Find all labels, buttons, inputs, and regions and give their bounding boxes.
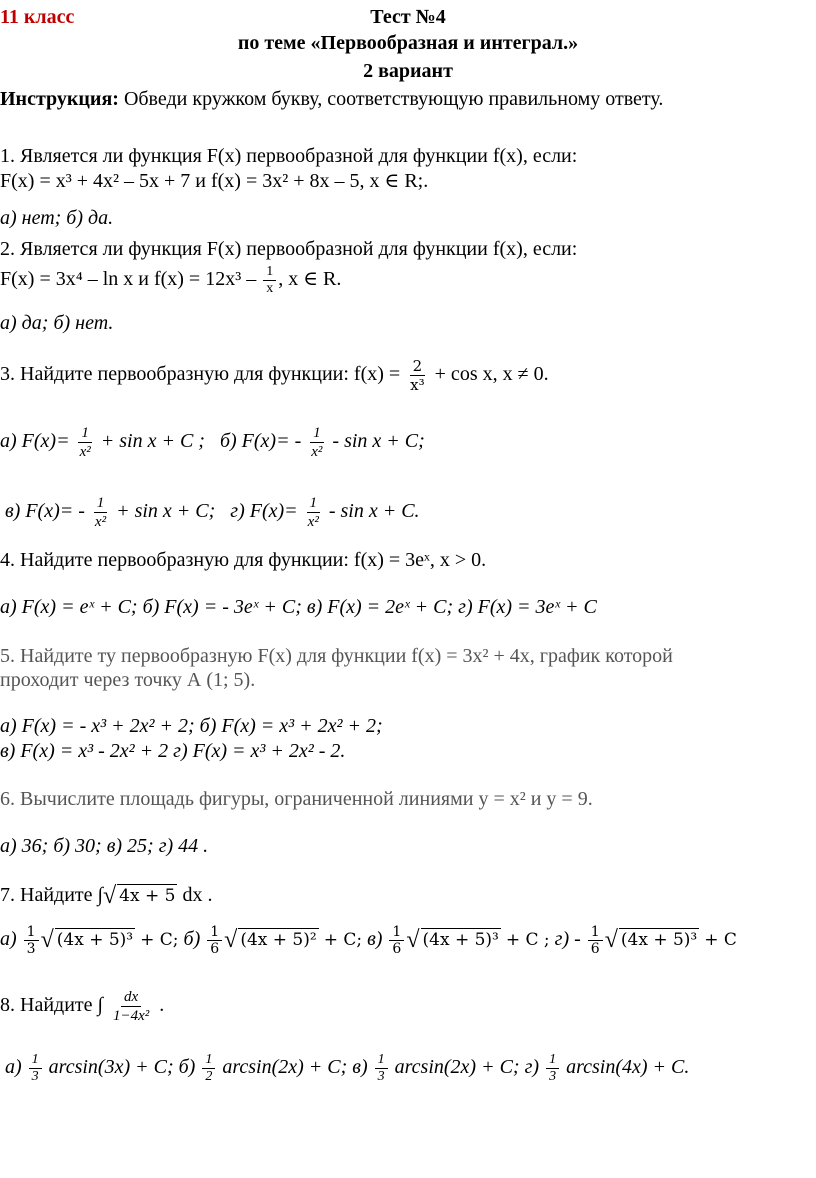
q3-answers-row1 bbox=[0, 424, 425, 461]
q8-c-label: в) bbox=[352, 1056, 368, 1079]
sqrt-icon: √ bbox=[40, 927, 54, 954]
q1-answers: а) нет; б) да. bbox=[0, 207, 114, 229]
q7-a-coef-den: 3 bbox=[26, 941, 36, 957]
q3-answers-row2 bbox=[0, 494, 420, 531]
q3-d-num: 1 bbox=[307, 494, 321, 513]
q7-question bbox=[0, 883, 212, 907]
q3-d-label: г) F(x)= bbox=[230, 500, 298, 523]
q3-c-rest: + sin x + C; bbox=[116, 500, 216, 523]
q3-frac-num: 2 bbox=[410, 357, 426, 376]
q7-d-radicand: (4x + 5)³ bbox=[620, 930, 698, 951]
q7-d-coef-den: 6 bbox=[590, 941, 600, 957]
q8-b-label: б) bbox=[178, 1056, 196, 1079]
q7-question-right: dx . bbox=[177, 884, 213, 906]
q6-question: 6. Вычислите площадь фигуры, ограниченной линиями y = x² и y = 9. bbox=[0, 788, 593, 810]
q8-b-coef-den: 2 bbox=[205, 1069, 213, 1084]
q5-answers-line1: а) F(x) = - x³ + 2x² + 2; б) F(x) = x³ + 2x² + 2; bbox=[0, 715, 383, 737]
q3-a-label: а) F(x)= bbox=[0, 430, 70, 453]
q1-question: 1. Является ли функция F(x) первообразной для функции f(x), если: bbox=[0, 145, 578, 167]
q1-condition: F(x) = x³ + 4x² – 5x + 7 и f(x) = 3x² + 8x – 5, x ∈ R;. bbox=[0, 170, 429, 192]
q7-a-rest: + C; bbox=[140, 930, 179, 951]
q3-b-rest: - sin x + C; bbox=[332, 430, 425, 453]
q7-a-label: а) bbox=[0, 928, 17, 951]
q7-radicand: 4x + 5 bbox=[119, 886, 176, 906]
q3-b-den: x² bbox=[311, 444, 323, 460]
instruction bbox=[0, 88, 663, 110]
q8-b-coef bbox=[202, 1052, 215, 1085]
q4-answers: а) F(x) = eˣ + C; б) F(x) = - 3eˣ + C; в) F(x) = 2eˣ + C; г) F(x) = 3eˣ + C bbox=[0, 596, 597, 618]
sqrt-icon: √ bbox=[224, 927, 238, 954]
q3-question-left: 3. Найдите первообразную для функции: f(x) = bbox=[0, 363, 401, 386]
grade-label: 11 класс bbox=[0, 6, 75, 28]
q8-b-expr: arcsin(2x) + C; bbox=[222, 1056, 348, 1079]
variant-label: 2 вариант bbox=[363, 60, 453, 82]
q3-b-num: 1 bbox=[310, 424, 324, 443]
q7-b-rest: + C; bbox=[323, 930, 363, 951]
q8-a-expr: arcsin(3x) + C; bbox=[48, 1056, 174, 1079]
q8-question-right: . bbox=[154, 994, 165, 1017]
q5-question-line1: 5. Найдите ту первообразную F(x) для функции f(x) = 3x² + 4x, график которой bbox=[0, 645, 673, 667]
q8-frac-num: dx bbox=[121, 988, 141, 1007]
q8-d-expr: arcsin(4x) + C. bbox=[566, 1056, 690, 1079]
q7-c-coef bbox=[389, 924, 404, 957]
instruction-text: Обведи кружком букву, соответствующую правильному ответу. bbox=[118, 88, 664, 110]
test-topic: по теме «Первообразная и интеграл.» bbox=[237, 32, 579, 54]
q3-c-label: в) F(x)= - bbox=[5, 500, 85, 523]
q8-a-coef bbox=[29, 1052, 42, 1085]
q3-frac-den: x³ bbox=[410, 376, 425, 394]
q7-a-radicand: (4x + 5)³ bbox=[56, 930, 134, 951]
q7-b-coef bbox=[207, 924, 222, 957]
q8-a-coef-num: 1 bbox=[29, 1052, 42, 1069]
q7-d-rest: + C bbox=[704, 930, 737, 951]
q3-a-den: x² bbox=[79, 444, 91, 460]
q2-frac-den: x bbox=[266, 281, 274, 296]
q6-answers: а) 36; б) 30; в) 25; г) 44 . bbox=[0, 835, 209, 857]
q8-c-coef bbox=[375, 1052, 388, 1085]
q7-c-radicand: (4x + 5)³ bbox=[422, 930, 499, 951]
q7-b-radicand: (4x + 5)² bbox=[240, 930, 317, 951]
q7-c-coef-den: 6 bbox=[392, 941, 402, 957]
q7-c-label: в) bbox=[367, 928, 383, 951]
q7-c-coef-num: 1 bbox=[389, 924, 404, 941]
q2-cond-left: F(x) = 3x⁴ – ln x и f(x) = 12x³ – bbox=[0, 268, 257, 291]
q3-b-fraction bbox=[308, 424, 325, 461]
q5-answers-line2: в) F(x) = x³ - 2x² + 2 г) F(x) = x³ + 2x² - 2. bbox=[0, 740, 346, 762]
q7-b-label: б) bbox=[183, 928, 201, 951]
q3-a-num: 1 bbox=[78, 424, 92, 443]
q3-c-num: 1 bbox=[94, 494, 108, 513]
q8-d-label: г) bbox=[524, 1056, 540, 1079]
q3-c-fraction bbox=[92, 494, 109, 531]
instruction-label: Инструкция: bbox=[0, 88, 119, 110]
sqrt-icon: √ bbox=[604, 927, 618, 954]
q3-a-fraction bbox=[77, 424, 94, 461]
q2-condition bbox=[0, 264, 341, 297]
q8-d-coef-den: 3 bbox=[549, 1069, 557, 1084]
q4-question: 4. Найдите первообразную для функции: f(x) = 3eˣ, x > 0. bbox=[0, 549, 487, 571]
sqrt-icon: √ bbox=[103, 883, 117, 909]
q8-a-label: а) bbox=[5, 1056, 22, 1079]
q8-c-coef-num: 1 bbox=[375, 1052, 388, 1069]
q3-d-rest: - sin x + C. bbox=[328, 500, 420, 523]
q2-cond-right: , x ∈ R. bbox=[278, 268, 342, 291]
q8-b-coef-num: 1 bbox=[202, 1052, 215, 1069]
q7-b-coef-num: 1 bbox=[207, 924, 222, 941]
q8-a-coef-den: 3 bbox=[31, 1069, 39, 1084]
q8-c-expr: arcsin(2x) + C; bbox=[394, 1056, 520, 1079]
q7-a-coef bbox=[24, 924, 39, 957]
q7-d-coef bbox=[588, 924, 603, 957]
q8-answers bbox=[0, 1052, 689, 1085]
q8-question bbox=[0, 988, 164, 1025]
q7-c-rest: + C ; bbox=[505, 930, 550, 951]
q8-d-coef bbox=[546, 1052, 559, 1085]
q7-d-label: г) - bbox=[554, 928, 581, 951]
q2-fraction bbox=[263, 264, 276, 297]
q7-b-coef-den: 6 bbox=[210, 941, 220, 957]
q7-a-coef-num: 1 bbox=[24, 924, 39, 941]
q3-question-right: + cos x, x ≠ 0. bbox=[434, 363, 549, 386]
sqrt-icon: √ bbox=[406, 927, 420, 954]
q3-c-den: x² bbox=[94, 514, 107, 530]
q8-fraction bbox=[110, 988, 152, 1025]
q3-d-fraction bbox=[305, 494, 322, 531]
q3-question bbox=[0, 357, 549, 394]
q8-c-coef-den: 3 bbox=[377, 1069, 385, 1084]
q8-d-coef-num: 1 bbox=[546, 1052, 559, 1069]
q2-answers: а) да; б) нет. bbox=[0, 312, 114, 334]
q8-question-left: 8. Найдите ∫ bbox=[0, 994, 103, 1017]
q3-fraction bbox=[407, 357, 427, 394]
q7-answers bbox=[0, 924, 737, 957]
q3-a-rest: + sin x + C ; bbox=[100, 430, 205, 453]
q2-frac-num: 1 bbox=[263, 264, 276, 281]
q7-question-left: 7. Найдите ∫ bbox=[0, 884, 103, 906]
test-title: Тест №4 bbox=[370, 6, 446, 28]
q7-d-coef-num: 1 bbox=[588, 924, 603, 941]
q3-b-label: б) F(x)= - bbox=[219, 430, 302, 453]
q3-d-den: x² bbox=[307, 514, 319, 530]
q8-frac-den: 1−4x² bbox=[113, 1008, 150, 1024]
q5-question-line2: проходит через точку А (1; 5). bbox=[0, 669, 256, 691]
q2-question: 2. Является ли функция F(x) первообразной для функции f(x), если: bbox=[0, 238, 578, 260]
